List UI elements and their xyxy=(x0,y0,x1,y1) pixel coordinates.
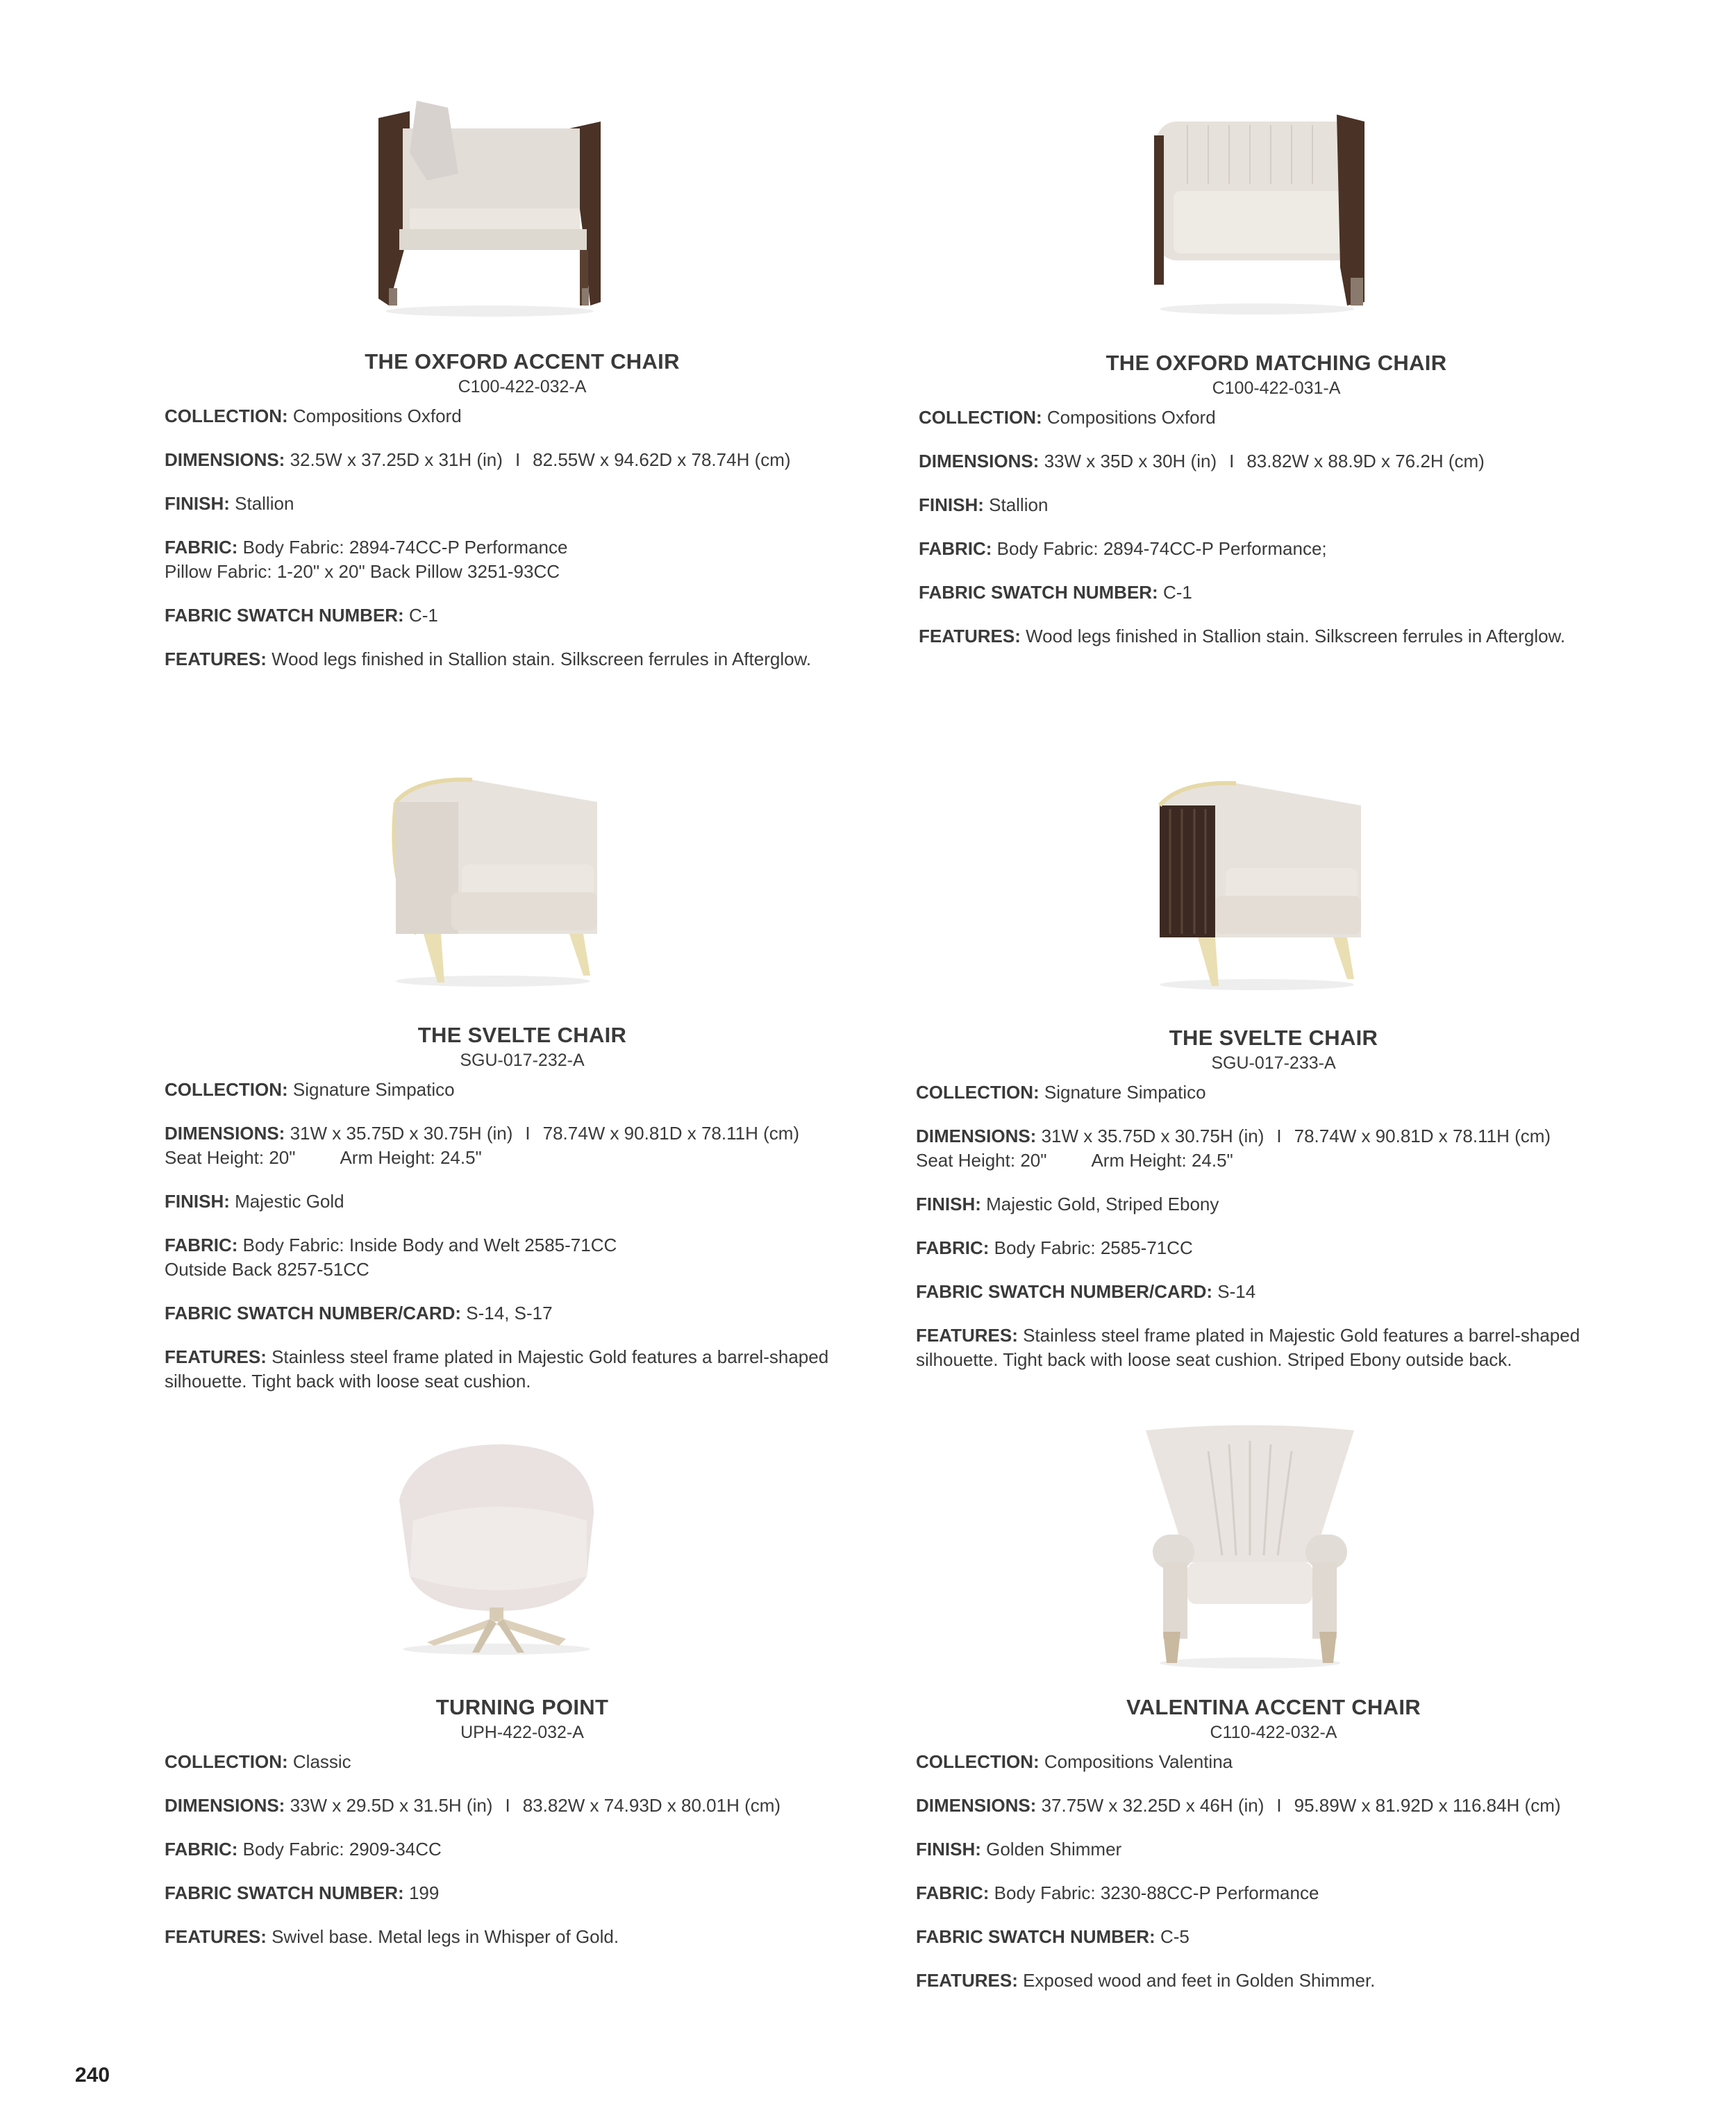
finish-row: FINISH: Stallion xyxy=(919,494,1049,515)
dimensions-row: DIMENSIONS: 37.75W x 32.25D x 46H (in) I 95.89W x 81.92D x 116.84H (cm) xyxy=(916,1795,1561,1816)
finish-row: FINISH: Majestic Gold, Striped Ebony xyxy=(916,1194,1219,1214)
product-oxford-matching-chair xyxy=(919,350,1634,649)
finish-row: FINISH: Majestic Gold xyxy=(165,1191,344,1212)
product-photo-oxford-accent-chair xyxy=(361,90,618,319)
page-number: 240 xyxy=(75,2064,110,2087)
fabric-row: FABRIC: Body Fabric: Inside Body and Welt 2585-71CC Outside Back 8257-51CC xyxy=(165,1235,617,1280)
dimensions-row: DIMENSIONS: 31W x 35.75D x 30.75H (in) I 78.74W x 90.81D x 78.11H (cm) Seat Height: 20" Arm Height: 24.5" xyxy=(916,1126,1551,1171)
dimensions-row: DIMENSIONS: 33W x 35D x 30H (in) I 83.82W x 88.9D x 76.2H (cm) xyxy=(919,451,1485,471)
product-photo-svelte-chair-ebony xyxy=(1139,778,1375,993)
product-title: THE SVELTE CHAIR xyxy=(1169,1026,1378,1050)
dimensions-row: DIMENSIONS: 33W x 29.5D x 31.5H (in) I 83.82W x 74.93D x 80.01H (cm) xyxy=(165,1795,781,1816)
product-title: THE OXFORD ACCENT CHAIR xyxy=(365,349,680,374)
product-oxford-accent-chair xyxy=(165,349,880,671)
fabric-row: FABRIC: Body Fabric: 2909-34CC xyxy=(165,1839,442,1860)
swatch-row: FABRIC SWATCH NUMBER/CARD: S-14, S-17 xyxy=(165,1303,553,1323)
product-valentina-accent-chair xyxy=(916,1694,1631,1993)
finish-row: FINISH: Stallion xyxy=(165,493,294,514)
product-sku: C100-422-031-A xyxy=(1212,378,1341,398)
dimensions-row: DIMENSIONS: 32.5W x 37.25D x 31H (in) I 82.55W x 94.62D x 78.74H (cm) xyxy=(165,449,791,470)
product-photo-svelte-chair-gold xyxy=(375,774,611,989)
product-svelte-chair-232 xyxy=(165,1022,880,1394)
product-title: VALENTINA ACCENT CHAIR xyxy=(1126,1695,1421,1719)
features-row: FEATURES: Wood legs finished in Stallion stain. Silkscreen ferrules in Afterglow. xyxy=(165,649,812,669)
product-sku: UPH-422-032-A xyxy=(460,1723,584,1742)
collection-row: COLLECTION: Compositions Oxford xyxy=(919,407,1216,428)
product-turning-point xyxy=(165,1694,880,1949)
swatch-row: FABRIC SWATCH NUMBER: C-1 xyxy=(165,605,438,626)
product-sku: C110-422-032-A xyxy=(1210,1723,1337,1742)
collection-row: COLLECTION: Classic xyxy=(165,1751,351,1772)
collection-row: COLLECTION: Compositions Valentina xyxy=(916,1751,1233,1772)
swatch-row: FABRIC SWATCH NUMBER: 199 xyxy=(165,1882,440,1903)
finish-row: FINISH: Golden Shimmer xyxy=(916,1839,1122,1860)
product-photo-valentina-accent-chair xyxy=(1132,1423,1368,1670)
features-row: FEATURES: Stainless steel frame plated in Majestic Gold features a barrel-shaped silhouette. Tight back with loose seat cushion. Striped Ebony outside back. xyxy=(916,1325,1580,1370)
product-photo-oxford-matching-chair xyxy=(1139,108,1375,316)
features-row: FEATURES: Swivel base. Metal legs in Whisper of Gold. xyxy=(165,1926,619,1947)
features-row: FEATURES: Exposed wood and feet in Golden Shimmer. xyxy=(916,1970,1376,1991)
collection-row: COLLECTION: Signature Simpatico xyxy=(916,1082,1206,1103)
fabric-row: FABRIC: Body Fabric: 2585-71CC xyxy=(916,1237,1193,1258)
product-title: TURNING POINT xyxy=(435,1695,609,1719)
product-title: THE OXFORD MATCHING CHAIR xyxy=(1105,351,1447,375)
collection-row: COLLECTION: Compositions Oxford xyxy=(165,406,462,426)
product-photo-turning-point xyxy=(385,1437,608,1660)
fabric-row: FABRIC: Body Fabric: 3230-88CC-P Performance xyxy=(916,1882,1319,1903)
dimensions-row: DIMENSIONS: 31W x 35.75D x 30.75H (in) I 78.74W x 90.81D x 78.11H (cm) Seat Height: 20" Arm Height: 24.5" xyxy=(165,1123,800,1168)
product-sku: SGU-017-233-A xyxy=(1211,1053,1336,1073)
fabric-row: FABRIC: Body Fabric: 2894-74CC-P Performance; xyxy=(919,538,1327,559)
swatch-row: FABRIC SWATCH NUMBER/CARD: S-14 xyxy=(916,1281,1256,1302)
collection-row: COLLECTION: Signature Simpatico xyxy=(165,1079,455,1100)
swatch-row: FABRIC SWATCH NUMBER: C-1 xyxy=(919,582,1192,603)
swatch-row: FABRIC SWATCH NUMBER: C-5 xyxy=(916,1926,1190,1947)
product-svelte-chair-233 xyxy=(916,1025,1631,1372)
fabric-row: FABRIC: Body Fabric: 2894-74CC-P Performance Pillow Fabric: 1-20" x 20" Back Pillow 3251-93CC xyxy=(165,537,568,582)
product-sku: C100-422-032-A xyxy=(458,377,587,396)
product-sku: SGU-017-232-A xyxy=(460,1051,585,1070)
features-row: FEATURES: Stainless steel frame plated in Majestic Gold features a barrel-shaped silhouette. Tight back with loose seat cushion. xyxy=(165,1346,829,1392)
product-title: THE SVELTE CHAIR xyxy=(417,1023,627,1047)
features-row: FEATURES: Wood legs finished in Stallion stain. Silkscreen ferrules in Afterglow. xyxy=(919,626,1566,646)
